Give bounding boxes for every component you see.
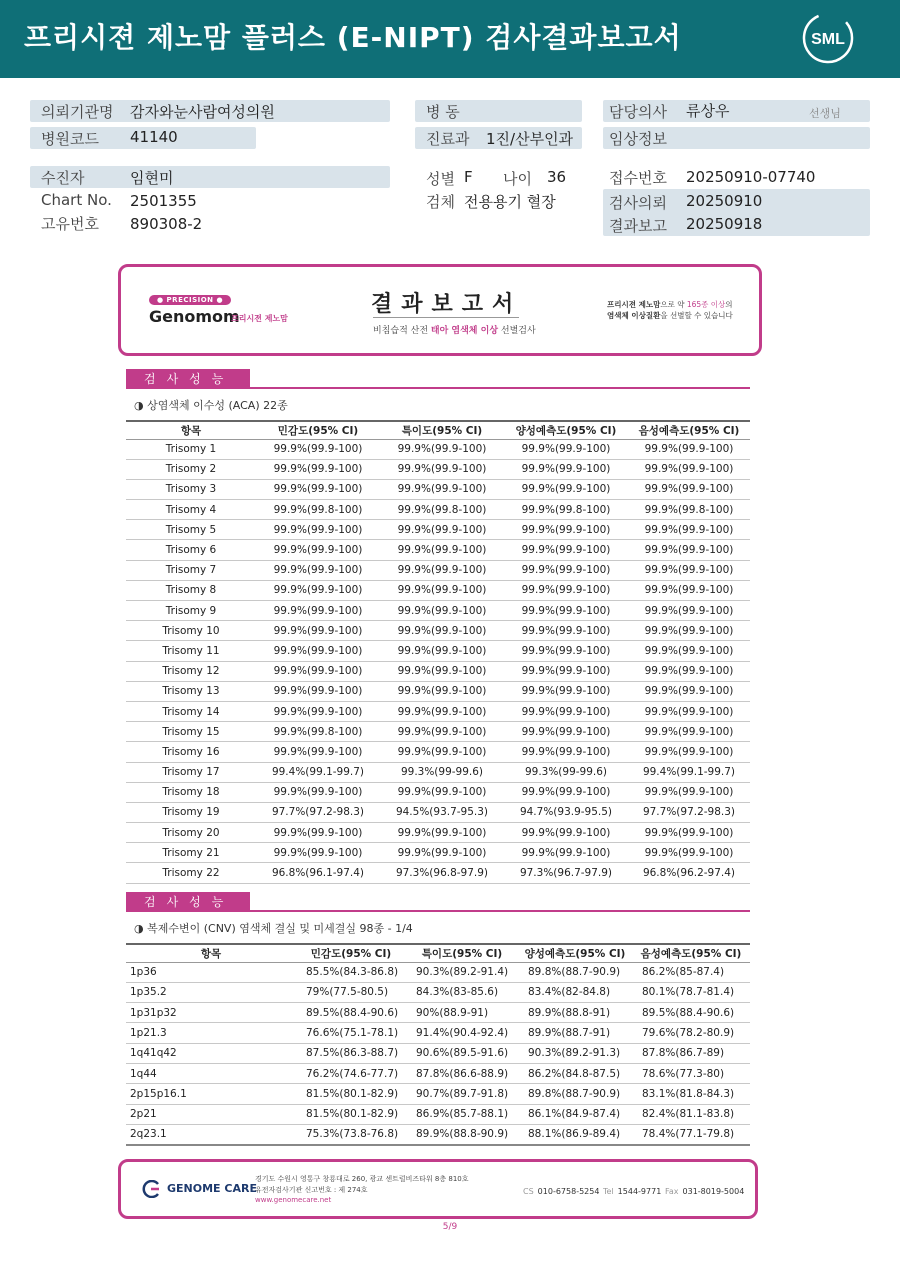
item-cell: Trisomy 8	[126, 580, 256, 600]
item-cell: 1p21.3	[126, 1023, 296, 1043]
value-cell: 99.9%(99.8-100)	[256, 500, 380, 520]
value-cell: 86.9%(85.7-88.1)	[406, 1104, 518, 1124]
institution-value: 감자와눈사람여성의원	[130, 103, 275, 121]
result-report-title: 결과보고서	[371, 292, 523, 317]
value-cell: 87.5%(86.3-88.7)	[296, 1043, 406, 1063]
value-cell: 99.9%(99.9-100)	[256, 782, 380, 802]
column-header: 양성예측도(95% CI)	[518, 944, 632, 962]
unique-label: 고유번호	[41, 215, 99, 233]
value-cell: 99.3%(99-99.6)	[504, 762, 628, 782]
value-cell: 99.4%(99.1-99.7)	[256, 762, 380, 782]
item-cell: 1p31p32	[126, 1003, 296, 1023]
value-cell: 99.9%(99.9-100)	[256, 459, 380, 479]
report-date-value: 20250918	[686, 215, 763, 233]
table-row	[126, 1084, 750, 1104]
value-cell: 99.9%(99.9-100)	[504, 540, 628, 560]
value-cell: 99.9%(99.9-100)	[380, 641, 504, 661]
footer-cs: CS 010-6758-5254	[523, 1187, 600, 1196]
genome-care-name: GENOME CARE	[167, 1182, 257, 1195]
table-row	[126, 823, 750, 843]
value-cell: 99.9%(99.9-100)	[256, 621, 380, 641]
table-row	[126, 681, 750, 701]
item-cell: 1q41q42	[126, 1043, 296, 1063]
value-cell: 90.3%(89.2-91.4)	[406, 962, 518, 982]
item-cell: Trisomy 21	[126, 843, 256, 863]
value-cell: 99.9%(99.9-100)	[256, 479, 380, 499]
table-row	[126, 520, 750, 540]
table-row	[126, 982, 750, 1002]
report-title-box	[118, 264, 762, 356]
value-cell: 84.3%(83-85.6)	[406, 982, 518, 1002]
specimen-label: 검체	[426, 193, 455, 211]
footer-fax: Fax 031-8019-5004	[665, 1187, 745, 1196]
value-cell: 89.8%(88.7-90.9)	[518, 962, 632, 982]
value-cell: 99.9%(99.9-100)	[628, 601, 750, 621]
value-cell: 99.9%(99.9-100)	[380, 843, 504, 863]
value-cell: 99.9%(99.9-100)	[380, 601, 504, 621]
section2-bar	[126, 892, 750, 912]
item-cell: Trisomy 19	[126, 802, 256, 822]
value-cell: 99.9%(99.9-100)	[380, 459, 504, 479]
logo-text: SML	[811, 31, 845, 48]
value-cell: 75.3%(73.8-76.8)	[296, 1124, 406, 1144]
table-row	[126, 661, 750, 681]
value-cell: 99.9%(99.9-100)	[380, 479, 504, 499]
value-cell: 99.9%(99.9-100)	[380, 823, 504, 843]
table-row	[126, 459, 750, 479]
value-cell: 99.9%(99.9-100)	[256, 520, 380, 540]
value-cell: 99.9%(99.9-100)	[380, 439, 504, 459]
item-cell: 2p15p16.1	[126, 1084, 296, 1104]
value-cell: 99.9%(99.9-100)	[628, 459, 750, 479]
clinical-label: 임상정보	[609, 130, 667, 148]
value-cell: 99.9%(99.9-100)	[504, 661, 628, 681]
footer-address: 경기도 수원시 영통구 창룡대로 260, 광교 센트럴비즈타워 8층 810호	[255, 1175, 469, 1183]
value-cell: 79.6%(78.2-80.9)	[632, 1023, 750, 1043]
value-cell: 94.5%(93.7-95.3)	[380, 802, 504, 822]
value-cell: 99.9%(99.9-100)	[628, 681, 750, 701]
value-cell: 97.7%(97.2-98.3)	[256, 802, 380, 822]
value-cell: 89.5%(88.4-90.6)	[296, 1003, 406, 1023]
table-row	[126, 479, 750, 499]
hospital-code-label: 병원코드	[41, 130, 99, 148]
value-cell: 99.9%(99.9-100)	[628, 439, 750, 459]
chart-label: Chart No.	[41, 191, 112, 209]
request-label: 검사의뢰	[609, 194, 667, 212]
value-cell: 99.9%(99.9-100)	[380, 580, 504, 600]
hospital-code-value: 41140	[130, 128, 178, 146]
genomom-brand-sub: 프리시젼 제노맘	[231, 314, 288, 323]
value-cell: 99.9%(99.9-100)	[504, 439, 628, 459]
item-cell: Trisomy 15	[126, 722, 256, 742]
value-cell: 82.4%(81.1-83.8)	[632, 1104, 750, 1124]
report-date-label: 결과보고	[609, 217, 667, 235]
item-cell: Trisomy 13	[126, 681, 256, 701]
value-cell: 78.6%(77.3-80)	[632, 1063, 750, 1083]
doctor-value: 류상우	[686, 102, 730, 120]
item-cell: Trisomy 14	[126, 701, 256, 721]
value-cell: 99.9%(99.9-100)	[628, 560, 750, 580]
item-cell: Trisomy 1	[126, 439, 256, 459]
table-row	[126, 1104, 750, 1124]
value-cell: 76.2%(74.6-77.7)	[296, 1063, 406, 1083]
item-cell: 2q23.1	[126, 1124, 296, 1144]
value-cell: 99.9%(99.9-100)	[256, 681, 380, 701]
value-cell: 99.9%(99.9-100)	[504, 742, 628, 762]
value-cell: 99.9%(99.9-100)	[256, 641, 380, 661]
table-row	[126, 621, 750, 641]
section1-bar	[126, 369, 750, 389]
department-label: 진료과	[426, 130, 470, 148]
table-row	[126, 843, 750, 863]
department-value: 1진/산부인과	[486, 130, 574, 148]
value-cell: 89.8%(88.7-90.9)	[518, 1084, 632, 1104]
value-cell: 86.2%(84.8-87.5)	[518, 1063, 632, 1083]
value-cell: 99.9%(99.9-100)	[380, 742, 504, 762]
item-cell: Trisomy 20	[126, 823, 256, 843]
value-cell: 97.7%(97.2-98.3)	[628, 802, 750, 822]
column-header: 특이도(95% CI)	[406, 944, 518, 962]
chart-value: 2501355	[130, 192, 197, 210]
value-cell: 89.9%(88.8-90.9)	[406, 1124, 518, 1144]
value-cell: 99.9%(99.9-100)	[256, 661, 380, 681]
value-cell: 99.9%(99.9-100)	[380, 782, 504, 802]
table-row	[126, 560, 750, 580]
value-cell: 76.6%(75.1-78.1)	[296, 1023, 406, 1043]
section2-note: ◑ 복제수변이 (CNV) 염색체 결실 및 미세결실 98종 - 1/4	[134, 922, 413, 935]
doctor-suffix: 선생님	[809, 107, 841, 120]
sex-label: 성별	[426, 170, 455, 188]
column-header: 항목	[126, 421, 256, 439]
value-cell: 99.9%(99.9-100)	[504, 621, 628, 641]
value-cell: 99.9%(99.9-100)	[628, 823, 750, 843]
table-row	[126, 701, 750, 721]
genomom-brand: Genomom	[149, 307, 240, 326]
value-cell: 99.9%(99.9-100)	[380, 520, 504, 540]
patient-value: 임현미	[130, 169, 174, 187]
value-cell: 83.1%(81.8-84.3)	[632, 1084, 750, 1104]
table-row	[126, 722, 750, 742]
value-cell: 96.8%(96.2-97.4)	[628, 863, 750, 883]
value-cell: 99.9%(99.9-100)	[504, 560, 628, 580]
column-header: 민감도(95% CI)	[296, 944, 406, 962]
value-cell: 83.4%(82-84.8)	[518, 982, 632, 1002]
value-cell: 78.4%(77.1-79.8)	[632, 1124, 750, 1144]
value-cell: 96.8%(96.1-97.4)	[256, 863, 380, 883]
value-cell: 99.9%(99.9-100)	[628, 580, 750, 600]
page-number: 5/9	[442, 1222, 458, 1232]
table-row	[126, 601, 750, 621]
item-cell: 1p35.2	[126, 982, 296, 1002]
value-cell: 99.9%(99.9-100)	[504, 601, 628, 621]
value-cell: 99.9%(99.9-100)	[628, 540, 750, 560]
genome-care-logo-icon	[141, 1180, 163, 1198]
item-cell: Trisomy 9	[126, 601, 256, 621]
value-cell: 99.9%(99.9-100)	[256, 742, 380, 762]
item-cell: Trisomy 16	[126, 742, 256, 762]
footer-tel: Tel 1544-9771	[603, 1187, 662, 1196]
value-cell: 99.9%(99.9-100)	[628, 641, 750, 661]
table-row	[126, 863, 750, 883]
report-title: 프리시젼 제노맘 플러스 (E-NIPT) 검사결과보고서	[24, 21, 682, 54]
footer-box	[118, 1159, 758, 1219]
item-cell: Trisomy 10	[126, 621, 256, 641]
value-cell: 99.9%(99.9-100)	[628, 843, 750, 863]
value-cell: 99.9%(99.9-100)	[504, 782, 628, 802]
value-cell: 90.7%(89.7-91.8)	[406, 1084, 518, 1104]
value-cell: 99.9%(99.9-100)	[628, 621, 750, 641]
table-row	[126, 500, 750, 520]
value-cell: 90%(88.9-91)	[406, 1003, 518, 1023]
item-cell: Trisomy 11	[126, 641, 256, 661]
value-cell: 90.3%(89.2-91.3)	[518, 1043, 632, 1063]
report-subtitle: 비침습적 산전 태아 염색체 이상 선별검사	[373, 326, 536, 336]
value-cell: 99.9%(99.9-100)	[256, 560, 380, 580]
item-cell: 2p21	[126, 1104, 296, 1124]
value-cell: 99.9%(99.9-100)	[504, 701, 628, 721]
item-cell: Trisomy 3	[126, 479, 256, 499]
value-cell: 81.5%(80.1-82.9)	[296, 1104, 406, 1124]
value-cell: 97.3%(96.7-97.9)	[504, 863, 628, 883]
table-row	[126, 641, 750, 661]
value-cell: 99.9%(99.9-100)	[380, 701, 504, 721]
value-cell: 87.8%(86.7-89)	[632, 1043, 750, 1063]
item-cell: Trisomy 2	[126, 459, 256, 479]
column-header: 민감도(95% CI)	[256, 421, 380, 439]
value-cell: 99.9%(99.9-100)	[256, 823, 380, 843]
patient-label: 수진자	[41, 169, 85, 187]
value-cell: 79%(77.5-80.5)	[296, 982, 406, 1002]
table-row	[126, 742, 750, 762]
value-cell: 99.9%(99.9-100)	[256, 580, 380, 600]
value-cell: 89.5%(88.4-90.6)	[632, 1003, 750, 1023]
value-cell: 99.9%(99.9-100)	[628, 479, 750, 499]
value-cell: 99.9%(99.8-100)	[504, 500, 628, 520]
value-cell: 89.9%(88.8-91)	[518, 1003, 632, 1023]
value-cell: 85.5%(84.3-86.8)	[296, 962, 406, 982]
institution-label: 의뢰기관명	[41, 103, 114, 121]
table-row	[126, 540, 750, 560]
value-cell: 80.1%(78.7-81.4)	[632, 982, 750, 1002]
value-cell: 99.9%(99.9-100)	[380, 681, 504, 701]
value-cell: 99.9%(99.9-100)	[380, 661, 504, 681]
aca-performance-table	[126, 420, 750, 884]
value-cell: 99.4%(99.1-99.7)	[628, 762, 750, 782]
value-cell: 99.9%(99.8-100)	[628, 500, 750, 520]
value-cell: 99.9%(99.9-100)	[504, 722, 628, 742]
value-cell: 99.3%(99-99.6)	[380, 762, 504, 782]
value-cell: 99.9%(99.9-100)	[256, 843, 380, 863]
value-cell: 97.3%(96.8-97.9)	[380, 863, 504, 883]
value-cell: 99.9%(99.8-100)	[256, 722, 380, 742]
sml-logo-icon	[802, 12, 854, 64]
value-cell: 99.9%(99.9-100)	[628, 782, 750, 802]
receipt-label: 접수번호	[609, 169, 667, 187]
table-row	[126, 1003, 750, 1023]
item-cell: Trisomy 5	[126, 520, 256, 540]
table-row	[126, 1043, 750, 1063]
value-cell: 94.7%(93.9-95.5)	[504, 802, 628, 822]
table-row	[126, 802, 750, 822]
receipt-value: 20250910-07740	[686, 168, 816, 186]
value-cell: 99.9%(99.9-100)	[504, 479, 628, 499]
table-row	[126, 962, 750, 982]
table-row	[126, 580, 750, 600]
section1-tab: 검사성능	[126, 369, 250, 389]
item-cell: Trisomy 17	[126, 762, 256, 782]
value-cell: 86.1%(84.9-87.4)	[518, 1104, 632, 1124]
report-header	[0, 0, 900, 78]
column-header: 양성예측도(95% CI)	[504, 421, 628, 439]
value-cell: 99.9%(99.9-100)	[628, 742, 750, 762]
value-cell: 99.9%(99.9-100)	[504, 641, 628, 661]
value-cell: 91.4%(90.4-92.4)	[406, 1023, 518, 1043]
table-row	[126, 1023, 750, 1043]
value-cell: 99.9%(99.9-100)	[256, 601, 380, 621]
column-header: 항목	[126, 944, 296, 962]
value-cell: 90.6%(89.5-91.6)	[406, 1043, 518, 1063]
value-cell: 99.9%(99.9-100)	[504, 580, 628, 600]
item-cell: 1q44	[126, 1063, 296, 1083]
value-cell: 99.9%(99.9-100)	[628, 661, 750, 681]
value-cell: 99.9%(99.9-100)	[256, 439, 380, 459]
footer-url[interactable]: www.genomecare.net	[255, 1196, 332, 1204]
value-cell: 89.9%(88.7-91)	[518, 1023, 632, 1043]
value-cell: 99.9%(99.9-100)	[504, 843, 628, 863]
value-cell: 99.9%(99.9-100)	[504, 823, 628, 843]
item-cell: Trisomy 4	[126, 500, 256, 520]
unique-value: 890308-2	[130, 215, 203, 233]
value-cell: 99.9%(99.9-100)	[504, 681, 628, 701]
table-row	[126, 439, 750, 459]
item-cell: Trisomy 12	[126, 661, 256, 681]
doctor-label: 담당의사	[609, 103, 667, 121]
value-cell: 99.9%(99.9-100)	[380, 722, 504, 742]
value-cell: 99.9%(99.9-100)	[504, 459, 628, 479]
value-cell: 99.9%(99.9-100)	[628, 722, 750, 742]
item-cell: 1p36	[126, 962, 296, 982]
ward-label: 병 동	[426, 103, 460, 121]
value-cell: 99.9%(99.9-100)	[380, 540, 504, 560]
sex-value: F	[464, 168, 473, 186]
table-row	[126, 762, 750, 782]
value-cell: 99.9%(99.9-100)	[256, 540, 380, 560]
request-value: 20250910	[686, 192, 763, 210]
value-cell: 86.2%(85-87.4)	[632, 962, 750, 982]
value-cell: 99.9%(99.9-100)	[380, 621, 504, 641]
column-header: 음성예측도(95% CI)	[628, 421, 750, 439]
value-cell: 99.9%(99.9-100)	[628, 701, 750, 721]
age-value: 36	[547, 168, 567, 186]
item-cell: Trisomy 18	[126, 782, 256, 802]
value-cell: 88.1%(86.9-89.4)	[518, 1124, 632, 1144]
value-cell: 99.9%(99.8-100)	[380, 500, 504, 520]
item-cell: Trisomy 22	[126, 863, 256, 883]
title-underline	[373, 317, 519, 318]
precision-badge: ● PRECISION ●	[149, 295, 231, 305]
value-cell: 99.9%(99.9-100)	[628, 520, 750, 540]
age-label: 나이	[503, 170, 532, 188]
value-cell: 87.8%(86.6-88.9)	[406, 1063, 518, 1083]
column-header: 음성예측도(95% CI)	[632, 944, 750, 962]
item-cell: Trisomy 7	[126, 560, 256, 580]
specimen-value: 전용용기 혈장	[464, 193, 556, 211]
table-row	[126, 782, 750, 802]
value-cell: 99.9%(99.9-100)	[256, 701, 380, 721]
value-cell: 81.5%(80.1-82.9)	[296, 1084, 406, 1104]
item-cell: Trisomy 6	[126, 540, 256, 560]
column-header: 특이도(95% CI)	[380, 421, 504, 439]
report-description: 프리시젼 제노맘으로 약 165종 이상의 염색체 이상질환을 선별할 수 있습니다	[607, 300, 733, 320]
table-row	[126, 1124, 750, 1144]
footer-license: 유전자검사기관 신고번호 : 제 274호	[255, 1186, 368, 1194]
cnv-performance-table	[126, 943, 750, 1146]
value-cell: 99.9%(99.9-100)	[504, 520, 628, 540]
table-row	[126, 1063, 750, 1083]
section2-tab: 검사성능	[126, 892, 250, 912]
section1-note: ◑ 상염색체 이수성 (ACA) 22종	[134, 399, 288, 412]
value-cell: 99.9%(99.9-100)	[380, 560, 504, 580]
